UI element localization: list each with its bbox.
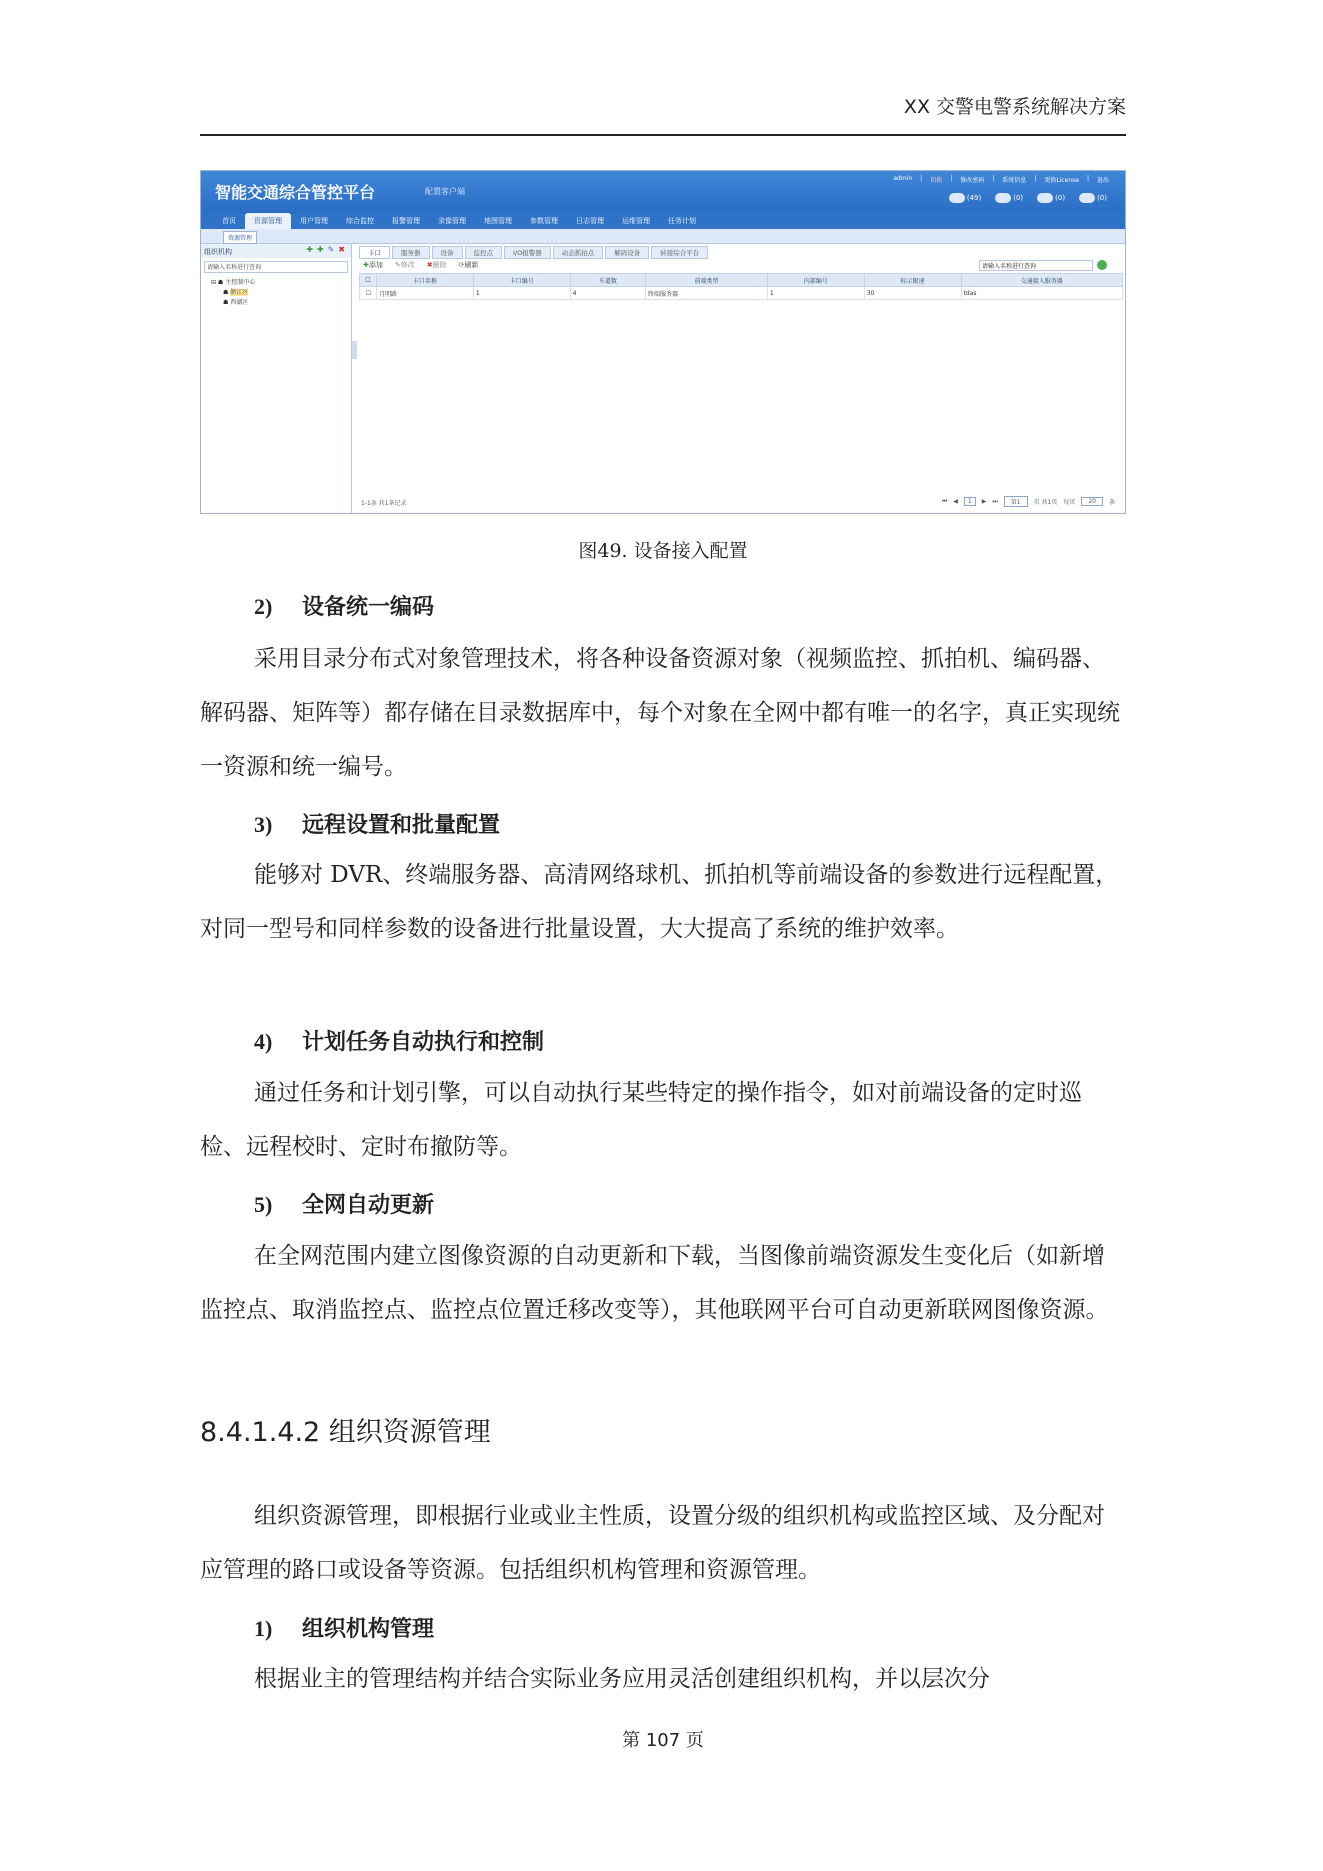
nav-task[interactable]: 任务计划 (668, 217, 696, 225)
tree-node-child[interactable]: ☗ 浙江区 (223, 289, 249, 296)
tab-capture-point[interactable]: 动态抓拍点 (553, 246, 604, 259)
nav-map[interactable]: 地图管理 (484, 217, 512, 225)
sub-nav (201, 229, 1125, 244)
tab-platform[interactable]: 转接综合平台 (651, 246, 708, 259)
screenshot-figure (200, 170, 1126, 514)
nav-log[interactable]: 日志管理 (576, 217, 604, 225)
record-status-icon[interactable]: (0) (1079, 193, 1107, 203)
pager (942, 496, 1115, 507)
org-panel (201, 244, 352, 513)
page-size-unit: 条 (1108, 499, 1115, 506)
org-search-input[interactable]: 请输入名称进行查询 (204, 261, 348, 273)
nav-user[interactable]: 用户管理 (300, 217, 328, 225)
tree-node-child[interactable]: ☗ 西湖区 (223, 299, 249, 306)
select-all-checkbox[interactable]: ☐ (360, 274, 377, 287)
logout-link[interactable]: 退出 (1096, 177, 1109, 184)
switch-link[interactable]: 切换 (930, 177, 943, 184)
figure-caption: 图49. 设备接入配置 (578, 540, 748, 562)
nav-alarm[interactable]: 报警管理 (392, 217, 420, 225)
tab-monitor-point[interactable]: 监控点 (465, 246, 503, 259)
paragraph: 通过任务和计划引擎，可以自动执行某些特定的操作指令，如对前端设备的定时巡检、远程校时、定时布撤防等。 (200, 1080, 1082, 1160)
main-nav (201, 213, 1126, 229)
org-panel-title: 组织机构 (204, 248, 232, 256)
tree-node-root[interactable]: ⊟ ☗ 主控制中心 (211, 279, 256, 286)
first-page-icon[interactable]: ⏮ (941, 497, 948, 505)
table-row[interactable]: ☐ 月明路 1 4 终端服务器 1 30 tdas (360, 287, 1123, 300)
delete-icon[interactable]: ✖ (338, 245, 345, 254)
col-header[interactable]: 卡口名称 (377, 274, 474, 287)
device-status-icon[interactable]: (0) (995, 193, 1023, 203)
page-header: XX 交警电警系统解决方案 (903, 96, 1126, 118)
total-pages: 页 共1页 (1033, 499, 1058, 506)
paragraph: 能够对 DVR、终端服务器、高清网络球机、抓拍机等前端设备的参数进行远程配置，对同一型号和同样参数的设备进行批量设置，大大提高了系统的维护效率。 (200, 862, 1119, 942)
system-info-link[interactable]: 系统信息 (1002, 177, 1027, 184)
section-heading: 1) 组织机构管理 (254, 1616, 435, 1642)
last-page-icon[interactable]: ⏭ (992, 497, 998, 505)
client-label: 配置客户端 (425, 187, 465, 196)
section-heading: 2) 设备统一编码 (254, 594, 435, 620)
edit-button[interactable]: ✎修改 (394, 261, 415, 269)
org-panel-header (201, 244, 351, 258)
col-header[interactable]: 车道数 (570, 274, 645, 287)
nav-record[interactable]: 录像管理 (438, 217, 466, 225)
record-count: 1-1条 共1条记录 (361, 500, 407, 507)
alarm-status-icon[interactable]: (0) (1037, 193, 1065, 203)
section-heading: 5) 全网自动更新 (254, 1192, 435, 1218)
resource-tabs (359, 246, 708, 259)
grid-search-input[interactable]: 请输入名称进行查询 (979, 260, 1093, 271)
camera-status-icon[interactable]: (49) (949, 193, 981, 203)
prev-page-icon[interactable]: ◀ (953, 498, 958, 505)
org-tools (306, 245, 345, 254)
delete-button[interactable]: ✖删除 (426, 261, 447, 269)
nav-monitor[interactable]: 综合监控 (346, 217, 374, 225)
nav-ops[interactable]: 运维管理 (622, 217, 650, 225)
org-tree (211, 278, 255, 308)
col-header[interactable]: 标示限速 (864, 274, 961, 287)
subsection-heading: 8.4.1.4.2 组织资源管理 (200, 1417, 491, 1448)
status-icons (949, 193, 1107, 203)
add-child-icon[interactable]: ✚ (316, 245, 324, 254)
col-header[interactable]: 内部编号 (767, 274, 864, 287)
row-checkbox[interactable]: ☐ (360, 287, 377, 300)
paragraph: 采用目录分布式对象管理技术，将各种设备资源对象（视频监控、抓拍机、编码器、解码器、矩阵等）都存储在目录数据库中，每个对象在全网中都有唯一的名字，真正实现统一资源和统一编号。 (200, 646, 1120, 780)
user-link[interactable]: admin (893, 175, 913, 182)
edit-icon[interactable]: ✎ (327, 245, 335, 254)
app-title-bar (201, 171, 1125, 213)
subnav-resource-tab[interactable]: 资源管理 (223, 231, 257, 244)
page-size-label: 每页 (1063, 499, 1076, 506)
paragraph: 根据业主的管理结构并结合实际业务应用灵活创建组织机构，并以层次分 (254, 1666, 990, 1692)
top-links: admin | 切换 | 修改密码 | 系统信息 | 更换License | 退出 (893, 175, 1109, 184)
col-header[interactable]: 前端类型 (645, 274, 767, 287)
tab-server[interactable]: 服务器 (392, 246, 430, 259)
checkpoint-grid (359, 273, 1123, 300)
tab-device[interactable]: 设备 (432, 246, 463, 259)
nav-params[interactable]: 参数管理 (530, 217, 558, 225)
license-link[interactable]: 更换License (1044, 177, 1079, 184)
tab-io-alarm[interactable]: I/O报警器 (504, 246, 551, 259)
tab-checkpoint[interactable]: 卡口 (359, 246, 390, 259)
resource-panel (359, 244, 1123, 513)
goto-page-input[interactable]: 第1 (1004, 496, 1028, 507)
paragraph: 在全网范围内建立图像资源的自动更新和下载，当图像前端资源发生变化后（如新增监控点、取消监控点、监控点位置迁移改变等），其他联网平台可自动更新联网图像资源。 (200, 1243, 1109, 1323)
section-heading: 4) 计划任务自动执行和控制 (254, 1029, 545, 1055)
app-title: 智能交通综合管控平台 (215, 183, 376, 202)
tab-decoder[interactable]: 解码设备 (605, 246, 649, 259)
page-size-select[interactable]: 20 (1081, 497, 1103, 506)
change-password-link[interactable]: 修改密码 (960, 177, 985, 184)
paragraph: 组织资源管理，即根据行业或业主性质，设置分级的组织机构或监控区域、及分配对应管理的路口或设备等资源。包括组织机构管理和资源管理。 (200, 1503, 1105, 1583)
add-icon[interactable]: ✚ (306, 245, 313, 254)
col-header[interactable]: 卡口编号 (473, 274, 570, 287)
header-rule (200, 134, 1126, 136)
section-heading: 3) 远程设置和批量配置 (254, 812, 501, 838)
page-number: 第 107 页 (622, 1730, 704, 1751)
refresh-button[interactable]: ⟳刷新 (458, 261, 479, 269)
page-number[interactable]: 1 (964, 497, 976, 506)
col-header[interactable]: 交通接入服务器 (961, 274, 1122, 287)
search-go-button[interactable] (1097, 260, 1107, 270)
nav-home[interactable]: 首页 (222, 217, 236, 225)
add-button[interactable]: ✚添加 (363, 261, 383, 269)
next-page-icon[interactable]: ▶ (981, 498, 987, 505)
nav-resource[interactable]: 资源管理 (245, 213, 291, 229)
collapse-handle[interactable] (352, 341, 357, 359)
